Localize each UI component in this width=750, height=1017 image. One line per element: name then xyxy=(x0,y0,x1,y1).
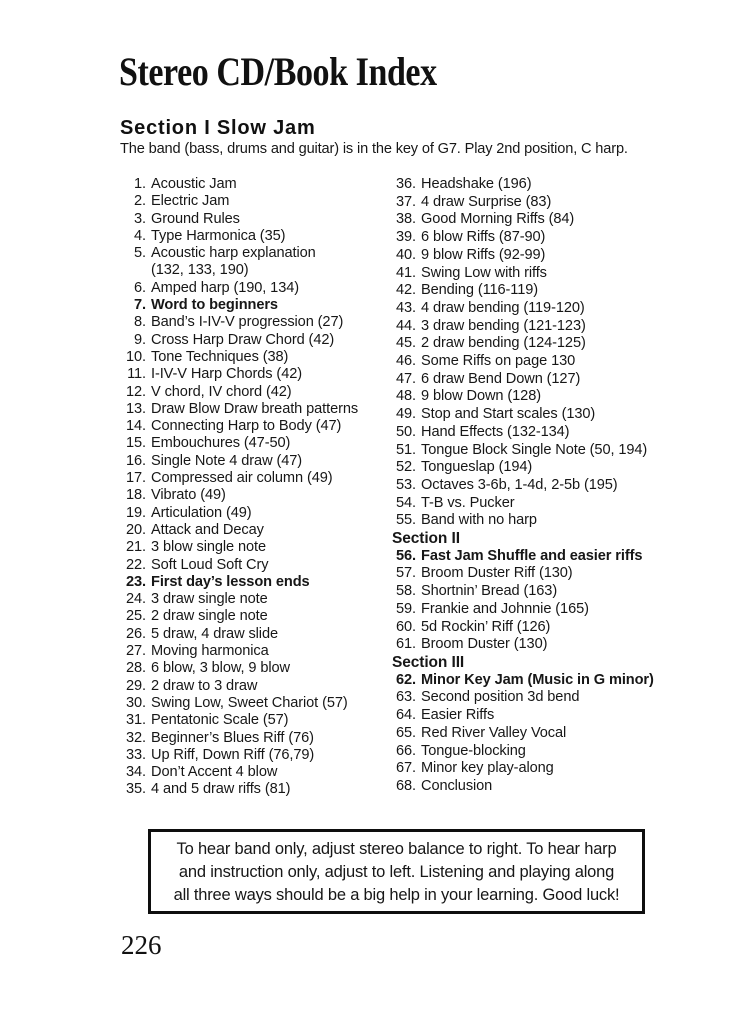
index-item-text: Connecting Harp to Body (47) xyxy=(151,418,342,435)
index-item xyxy=(392,265,654,283)
index-item-number: 16. xyxy=(126,452,146,469)
index-item-number: 66. xyxy=(396,742,416,759)
index-item xyxy=(120,280,358,297)
index-item xyxy=(392,743,654,761)
note-box xyxy=(148,829,645,914)
section-subtitle: The band (bass, drums and guitar) is in the key of G7. Play 2nd position, C harp. xyxy=(120,141,628,157)
index-item-text: Swing Low with riffs xyxy=(421,264,547,281)
index-item-number: 1. xyxy=(134,176,146,192)
index-item xyxy=(392,194,654,212)
index-item-number: 43. xyxy=(396,299,416,316)
index-item-number: 26. xyxy=(126,625,146,642)
index-item-text: Swing Low, Sweet Chariot (57) xyxy=(151,694,348,711)
index-item-text: 3 draw single note xyxy=(151,591,268,608)
index-item xyxy=(392,707,654,725)
index-item-number: 47. xyxy=(396,370,416,387)
index-item-number: 29. xyxy=(126,677,146,694)
index-item-number: 22. xyxy=(126,556,146,573)
index-item-text: Frankie and Johnnie (165) xyxy=(421,600,589,617)
index-item-number: 64. xyxy=(396,707,416,724)
index-item-number: 9. xyxy=(134,331,146,348)
index-item-text: 6 blow Riffs (87-90) xyxy=(421,229,546,246)
index-item-text: Attack and Decay xyxy=(151,521,264,538)
index-item-number: 65. xyxy=(396,724,416,741)
index-item-number: 41. xyxy=(396,264,416,281)
index-item-text: Up Riff, Down Riff (76,79) xyxy=(151,746,315,763)
index-item-text: Soft Loud Soft Cry xyxy=(151,556,269,573)
index-item-number: 4. xyxy=(134,227,146,244)
index-item-text: First day’s lesson ends xyxy=(151,573,310,590)
index-item xyxy=(120,384,358,401)
index-item-text: Electric Jam xyxy=(151,193,230,210)
index-item-text: I-IV-V Harp Chords (42) xyxy=(151,366,302,383)
index-item-number: 34. xyxy=(126,764,146,781)
index-item xyxy=(120,349,358,366)
index-section-heading: Section III xyxy=(392,653,465,671)
index-item xyxy=(392,601,654,619)
index-item-number: 33. xyxy=(126,746,146,763)
index-item-text: Moving harmonica xyxy=(151,643,269,660)
index-item-text: Headshake (196) xyxy=(421,176,532,192)
index-item-text: Beginner’s Blues Riff (76) xyxy=(151,729,314,746)
index-item-text: Conclusion xyxy=(421,777,493,794)
index-item-number: 5. xyxy=(134,245,146,262)
index-item xyxy=(120,332,358,349)
index-item-number: 62. xyxy=(396,671,416,688)
index-item xyxy=(120,557,358,574)
index-item-text: Broom Duster Riff (130) xyxy=(421,565,573,582)
section-heading: Section I Slow Jam xyxy=(120,117,316,139)
index-item-text: Fast Jam Shuffle and easier riffs xyxy=(421,547,643,564)
index-item-text: Tongue Block Single Note (50, 194) xyxy=(421,441,648,458)
index-item-text: 3 draw bending (121-123) xyxy=(421,317,586,334)
index-item-number: 18. xyxy=(126,487,146,504)
index-item xyxy=(392,495,654,513)
index-item xyxy=(120,574,358,591)
index-item-number: 21. xyxy=(126,539,146,556)
index-item-text: 9 blow Down (128) xyxy=(421,388,541,405)
index-item xyxy=(120,297,358,314)
index-item-number: 42. xyxy=(396,282,416,299)
index-item-number: 52. xyxy=(396,459,416,476)
index-item xyxy=(120,591,358,608)
index-item-number: 35. xyxy=(126,781,146,798)
index-item xyxy=(392,300,654,318)
index-item-text: Pentatonic Scale (57) xyxy=(151,712,289,729)
note-line: all three ways should be a big help in your learning. Good luck! xyxy=(173,886,620,904)
index-item-number: 24. xyxy=(126,591,146,608)
index-item-text: Amped harp (190, 134) xyxy=(151,279,299,296)
index-column-left xyxy=(120,176,358,799)
index-item xyxy=(120,660,358,677)
index-item-number: 30. xyxy=(126,694,146,711)
index-item-number: 39. xyxy=(396,229,416,246)
index-item-text: 9 blow Riffs (92-99) xyxy=(421,246,546,263)
index-item xyxy=(120,487,358,504)
index-item-text: Articulation (49) xyxy=(151,504,252,521)
index-item-text: V chord, IV chord (42) xyxy=(151,383,292,400)
index-column-right xyxy=(392,176,654,796)
index-item-text: Ground Rules xyxy=(151,210,240,227)
index-item-number: 14. xyxy=(126,418,146,435)
index-item-number: 2. xyxy=(134,193,146,210)
index-item xyxy=(392,442,654,460)
index-item-number: 19. xyxy=(126,504,146,521)
index-item xyxy=(392,388,654,406)
page-number: 226 xyxy=(121,930,162,960)
index-item xyxy=(120,643,358,660)
index-item xyxy=(392,318,654,336)
index-item xyxy=(392,211,654,229)
index-item-number: 31. xyxy=(126,712,146,729)
index-item-number: 3. xyxy=(134,210,146,227)
index-item-text: Tongueslap (194) xyxy=(421,459,533,476)
index-item-text: Single Note 4 draw (47) xyxy=(151,452,303,469)
index-item xyxy=(392,282,654,300)
index-item xyxy=(392,636,654,654)
index-item-number: 59. xyxy=(396,600,416,617)
index-item-number: 67. xyxy=(396,760,416,777)
index-item-number: 7. xyxy=(134,297,146,314)
index-item xyxy=(120,228,358,245)
index-item-text: Hand Effects (132-134) xyxy=(421,423,570,440)
index-item-number: 40. xyxy=(396,246,416,263)
index-item-number: 50. xyxy=(396,423,416,440)
index-item-number: 36. xyxy=(396,176,416,192)
index-item-text: 6 draw Bend Down (127) xyxy=(421,370,581,387)
index-item xyxy=(392,689,654,707)
index-item-number: 15. xyxy=(126,435,146,452)
index-item xyxy=(120,764,358,781)
index-item xyxy=(120,539,358,556)
index-item xyxy=(120,695,358,712)
index-item xyxy=(120,193,358,210)
index-item-text: Compressed air column (49) xyxy=(151,470,333,487)
index-item-text: 3 blow single note xyxy=(151,539,267,556)
index-item-number: 12. xyxy=(126,383,146,400)
index-item xyxy=(120,730,358,747)
index-item-number: 54. xyxy=(396,494,416,511)
index-item-number: 27. xyxy=(126,643,146,660)
index-item-number: 44. xyxy=(396,317,416,334)
index-item xyxy=(120,418,358,435)
index-item xyxy=(392,406,654,424)
index-item-text: Octaves 3-6b, 1-4d, 2-5b (195) xyxy=(421,476,618,493)
index-item-text: Band’s I-IV-V progression (27) xyxy=(151,314,344,331)
index-item-text: Bending (116-119) xyxy=(421,282,539,299)
index-item xyxy=(392,247,654,265)
index-item-text: Tongue-blocking xyxy=(421,742,526,759)
index-item-continuation: (132, 133, 190) xyxy=(151,262,249,279)
index-item xyxy=(392,583,654,601)
index-item xyxy=(120,401,358,418)
index-item xyxy=(120,626,358,643)
index-item-number: 58. xyxy=(396,583,416,600)
index-item-text: 2 draw to 3 draw xyxy=(151,677,258,694)
index-item-text: Vibrato (49) xyxy=(151,487,226,504)
index-item-number: 55. xyxy=(396,512,416,529)
index-item-text: Don’t Accent 4 blow xyxy=(151,764,278,781)
index-item xyxy=(120,470,358,487)
index-item xyxy=(392,459,654,477)
index-item xyxy=(120,505,358,522)
index-item-text: Embouchures (47-50) xyxy=(151,435,291,452)
index-item-text: Band with no harp xyxy=(421,512,537,529)
index-item xyxy=(120,245,358,280)
index-item-number: 53. xyxy=(396,476,416,493)
index-item-number: 60. xyxy=(396,618,416,635)
index-item xyxy=(120,781,358,798)
index-item xyxy=(392,778,654,796)
index-item-number: 8. xyxy=(134,314,146,331)
index-item-number: 46. xyxy=(396,353,416,370)
index-item-text: 4 and 5 draw riffs (81) xyxy=(151,781,291,798)
index-item-text: Second position 3d bend xyxy=(421,689,580,706)
index-item xyxy=(120,678,358,695)
index-item-number: 6. xyxy=(134,279,146,296)
index-item xyxy=(392,619,654,637)
index-item xyxy=(120,747,358,764)
index-item-text: 5d Rockin’ Riff (126) xyxy=(421,618,551,635)
index-item-text: Type Harmonica (35) xyxy=(151,227,286,244)
index-item xyxy=(120,366,358,383)
index-item-text: Some Riffs on page 130 xyxy=(421,353,576,370)
index-item xyxy=(120,608,358,625)
index-item-text: Red River Valley Vocal xyxy=(421,724,567,741)
note-line: To hear band only, adjust stereo balance to right. To hear harp xyxy=(176,840,617,858)
index-item-number: 38. xyxy=(396,211,416,228)
index-item-number: 32. xyxy=(126,729,146,746)
index-item xyxy=(120,176,358,193)
index-item xyxy=(120,211,358,228)
index-item-text: 4 draw bending (119-120) xyxy=(421,299,585,316)
index-item-text: Cross Harp Draw Chord (42) xyxy=(151,331,335,348)
index-item xyxy=(392,725,654,743)
index-item xyxy=(392,548,654,566)
index-item xyxy=(392,565,654,583)
index-item xyxy=(392,229,654,247)
index-item-text: Acoustic Jam xyxy=(151,176,237,192)
index-item-text: Shortnin’ Bread (163) xyxy=(421,583,558,600)
index-item-number: 57. xyxy=(396,565,416,582)
index-item-number: 49. xyxy=(396,406,416,423)
index-item-number: 17. xyxy=(126,470,146,487)
index-item xyxy=(392,477,654,495)
index-item-number: 13. xyxy=(126,400,146,417)
index-item-text: Stop and Start scales (130) xyxy=(421,406,596,423)
index-item-number: 45. xyxy=(396,335,416,352)
index-item-number: 11. xyxy=(127,366,146,383)
index-item-text: Word to beginners xyxy=(151,297,278,314)
index-item xyxy=(392,760,654,778)
index-item-text: Minor key play-along xyxy=(421,760,554,777)
index-item xyxy=(392,353,654,371)
index-section-heading: Section II xyxy=(392,530,460,548)
index-item xyxy=(120,712,358,729)
index-item-text: Minor Key Jam (Music in G minor) xyxy=(421,671,654,688)
index-item-number: 20. xyxy=(126,521,146,538)
index-item-number: 10. xyxy=(126,348,146,365)
index-item xyxy=(392,672,654,690)
index-item-text: Easier Riffs xyxy=(421,707,495,724)
index-item-text: Acoustic harp explanation xyxy=(151,245,316,262)
index-item-text: Good Morning Riffs (84) xyxy=(421,211,575,228)
index-item xyxy=(392,512,654,530)
index-item-number: 37. xyxy=(396,193,416,210)
index-item-text: 6 blow, 3 blow, 9 blow xyxy=(151,660,290,677)
index-item-number: 48. xyxy=(396,388,416,405)
index-item-text: 4 draw Surprise (83) xyxy=(421,193,552,210)
index-item-text: Broom Duster (130) xyxy=(421,636,548,653)
index-item-text: Tone Techniques (38) xyxy=(151,348,289,365)
page-title: Stereo CD/Book Index xyxy=(119,49,437,94)
index-item xyxy=(392,371,654,389)
index-item xyxy=(392,335,654,353)
index-item-number: 56. xyxy=(396,547,416,564)
index-item-text: 2 draw single note xyxy=(151,608,268,625)
index-item-number: 63. xyxy=(396,689,416,706)
index-item xyxy=(120,522,358,539)
index-item-number: 61. xyxy=(396,636,416,653)
index-item xyxy=(392,424,654,442)
index-item xyxy=(120,453,358,470)
index-item-text: Draw Blow Draw breath patterns xyxy=(151,400,359,417)
index-item xyxy=(120,435,358,452)
note-line: and instruction only, adjust to left. Listening and playing along xyxy=(178,863,615,881)
index-item-text: 2 draw bending (124-125) xyxy=(421,335,586,352)
index-item-number: 25. xyxy=(126,608,146,625)
index-item-number: 51. xyxy=(396,441,416,458)
index-item-text: T-B vs. Pucker xyxy=(421,494,515,511)
index-item-text: 5 draw, 4 draw slide xyxy=(151,625,278,642)
index-item xyxy=(392,176,654,194)
index-item xyxy=(120,314,358,331)
index-item-number: 28. xyxy=(126,660,146,677)
index-item-number: 23. xyxy=(126,573,146,590)
index-item-number: 68. xyxy=(396,777,416,794)
